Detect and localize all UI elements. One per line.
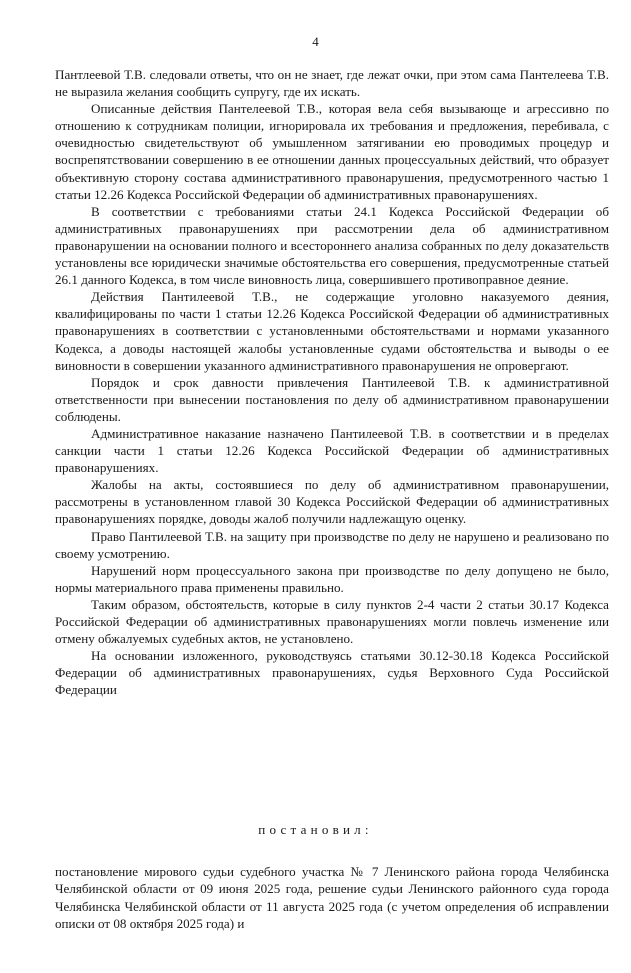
paragraph-actions-description: Описанные действия Пантелеевой Т.В., которая вела себя вызывающе и агрессивно по отношению к сотрудникам полиции, игнорировала их требования и предложения, перебивала, с очевидностью свидетельствуют об умышленном затягивании ею проводимых процедур и воспрепятствовании совершению в ее отношении данных процессуальных действий, что образует объективную сторону состава административного правонарушения, предусмотренного частью 1 статьи 12.26 Кодекса Российской Федерации об административных правонарушениях. — [55, 101, 609, 202]
paragraph-penalty: Административное наказание назначено Пантилеевой Т.В. в соответствии и в пределах санкции части 1 статьи 12.26 Кодекса Российской Федерации об административных правонарушениях. — [55, 425, 609, 476]
paragraph-qualification: Действия Пантилеевой Т.В., не содержащие уголовно наказуемого деяния, квалифицированы по части 1 статьи 12.26 Кодекса Российской Федерации об административных правонарушениях в соответствии с установленными обстоятельствами и нормами указанного Кодекса, а доводы настоящей жалобы установленные судами обстоятельства и выводы о ее виновности в совершении указанного административного правонарушения не опровергают. — [55, 289, 609, 373]
paragraph-conclusion: Таким образом, обстоятельств, которые в силу пунктов 2-4 части 2 статьи 30.17 Кодекса Российской Федерации об административных правонарушениях могли повлечь изменение или отмену обжалуемых судебных актов, не установлено. — [55, 596, 609, 647]
paragraph-continuation: Пантлеевой Т.В. следовали ответы, что он не знает, где лежат очки, при этом сама Пантелеева Т.В. не выразила желания сообщить супругу, где их искать. — [55, 67, 609, 100]
paragraph-no-violations: Нарушений норм процессуального закона при производстве по делу допущено не было, нормы материального права применены правильно. — [55, 562, 609, 595]
paragraph-complaints: Жалобы на акты, состоявшиеся по делу об административном правонарушении, рассмотрены в установленном главой 30 Кодекса Российской Федерации об административных правонарушениях порядке, доводы жалоб получили надлежащую оценку. — [55, 477, 609, 527]
decision-paragraph: постановление мирового судьи судебного участка № 7 Ленинского района города Челябинска Челябинской области от 09 июня 2025 года, решение судьи Ленинского районного суда города Челябинска Челябинской области от 11 августа 2025 года (с учетом определения об исправлении описки от 08 октября 2025 года) и — [55, 864, 609, 931]
paragraph-procedure-terms: Порядок и срок давности привлечения Пантилеевой Т.В. к административной ответственности при вынесении постановления по делу об административном правонарушении соблюдены. — [55, 374, 609, 424]
paragraph-evidence-analysis: В соответствии с требованиями статьи 24.1 Кодекса Российской Федерации об административных правонарушениях при рассмотрении дела об административном правонарушении на основании полного и всестороннего анализа собранных по делу доказательств установлены все юридически значимые обстоятельства его совершения, предусмотренные статьей 26.1 данного Кодекса, в том числе виновность лица, совершившего противоправное деяние. — [55, 203, 609, 288]
paragraph-basis: На основании изложенного, руководствуясь статьями 30.12-30.18 Кодекса Российской Федерации об административных правонарушениях, судья Верховного Суда Российской Федерации — [55, 648, 609, 698]
page-number: 4 — [312, 34, 319, 49]
document-body — [55, 66, 609, 698]
decision-text — [55, 863, 609, 932]
decision-heading: постановил: — [258, 822, 373, 837]
paragraph-defense-right: Право Пантилеевой Т.В. на защиту при производстве по делу не нарушено и реализовано по своему усмотрению. — [55, 528, 609, 561]
